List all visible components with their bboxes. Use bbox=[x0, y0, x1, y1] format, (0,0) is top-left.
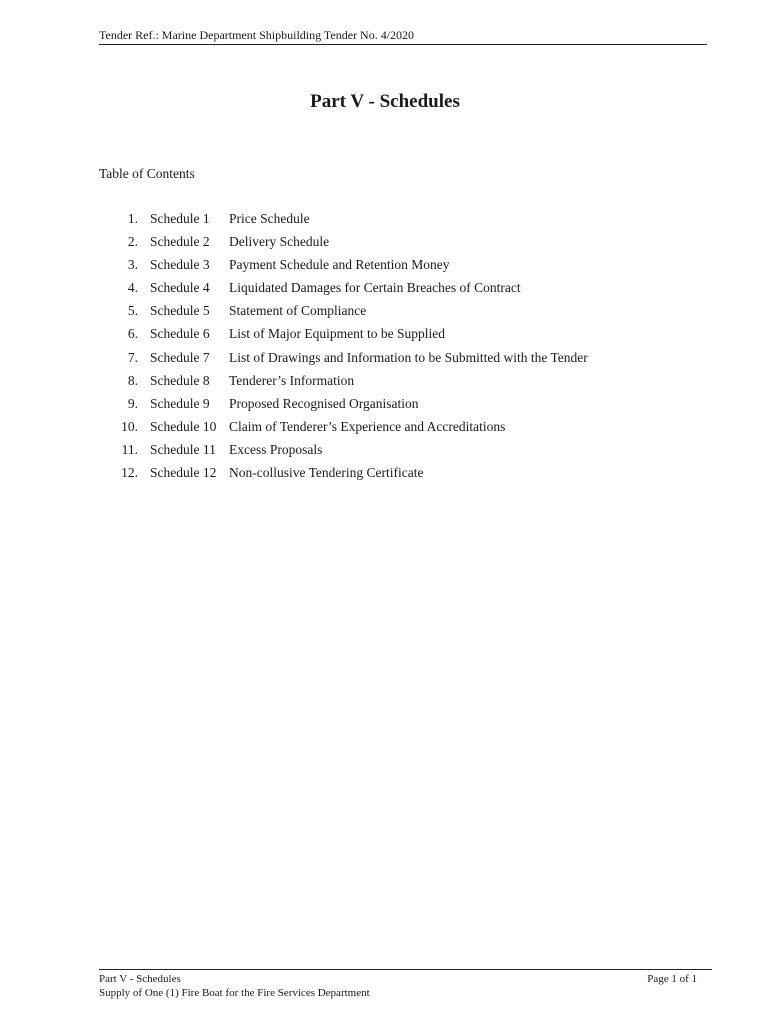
toc-heading: Table of Contents bbox=[99, 166, 195, 181]
toc-item bbox=[0, 256, 770, 279]
toc-item-schedule: Schedule 8 bbox=[150, 372, 210, 388]
toc-item-number: 12. bbox=[121, 465, 138, 481]
toc-item-schedule: Schedule 9 bbox=[150, 395, 210, 411]
toc-item-title: Proposed Recognised Organisation bbox=[229, 395, 419, 411]
toc-item-number: 3. bbox=[127, 257, 138, 273]
toc-item bbox=[0, 395, 770, 418]
footer-page-number: Page 1 of 1 bbox=[647, 973, 697, 985]
toc-item bbox=[0, 325, 770, 348]
toc-item-title: Statement of Compliance bbox=[229, 303, 367, 319]
page-header bbox=[99, 28, 707, 45]
toc-item bbox=[0, 302, 770, 325]
toc-item-title: Payment Schedule and Retention Money bbox=[229, 257, 450, 273]
toc-item-title: Price Schedule bbox=[229, 211, 310, 226]
toc-item-number: 7. bbox=[127, 349, 138, 365]
toc-item-schedule: Schedule 2 bbox=[150, 234, 210, 250]
toc-item-title: Tenderer’s Information bbox=[229, 372, 355, 388]
toc-item-schedule: Schedule 11 bbox=[150, 441, 216, 457]
toc-item-schedule: Schedule 3 bbox=[150, 257, 210, 273]
toc-item-number: 1. bbox=[127, 211, 138, 226]
page-footer bbox=[99, 972, 370, 1000]
toc-item-title: List of Drawings and Information to be Submitted with the Tender bbox=[229, 349, 588, 365]
table-of-contents bbox=[0, 210, 770, 487]
toc-item bbox=[0, 210, 770, 233]
toc-item bbox=[0, 418, 770, 441]
toc-item-title: List of Major Equipment to be Supplied bbox=[229, 326, 445, 342]
toc-item-schedule: Schedule 1 bbox=[150, 211, 210, 226]
toc-item-number: 11. bbox=[121, 441, 138, 457]
toc-item bbox=[0, 464, 770, 487]
toc-item-number: 8. bbox=[127, 372, 138, 388]
toc-item bbox=[0, 372, 770, 395]
toc-item-title: Claim of Tenderer’s Experience and Accreditations bbox=[229, 418, 506, 434]
toc-item-title: Excess Proposals bbox=[229, 441, 323, 457]
toc-item-schedule: Schedule 7 bbox=[150, 349, 210, 365]
toc-item-number: 9. bbox=[127, 395, 138, 411]
toc-item-schedule: Schedule 12 bbox=[150, 465, 217, 481]
toc-item-number: 4. bbox=[127, 280, 138, 296]
footer-part-label: Part V - Schedules bbox=[99, 973, 181, 985]
toc-item-schedule: Schedule 5 bbox=[150, 303, 210, 319]
toc-item-title: Liquidated Damages for Certain Breaches of Contract bbox=[229, 280, 521, 296]
toc-item bbox=[0, 441, 770, 464]
toc-item-schedule: Schedule 6 bbox=[150, 326, 210, 342]
toc-item bbox=[0, 349, 770, 372]
page-title: Part V - Schedules bbox=[310, 91, 460, 112]
header-tender-ref: Tender Ref.: Marine Department Shipbuilding Tender No. 4/2020 bbox=[99, 28, 415, 42]
footer-tender-subject: Supply of One (1) Fire Boat for the Fire Services Department bbox=[99, 987, 370, 999]
footer-divider bbox=[99, 969, 712, 970]
toc-item bbox=[0, 279, 770, 302]
toc-item-number: 6. bbox=[127, 326, 138, 342]
toc-item-schedule: Schedule 10 bbox=[150, 418, 217, 434]
toc-item-title: Delivery Schedule bbox=[229, 234, 330, 250]
toc-item-title: Non-collusive Tendering Certificate bbox=[229, 465, 424, 481]
toc-item-schedule: Schedule 4 bbox=[150, 280, 210, 296]
toc-item-number: 2. bbox=[127, 234, 138, 250]
toc-item-number: 10. bbox=[121, 418, 138, 434]
toc-item bbox=[0, 233, 770, 256]
toc-item-number: 5. bbox=[127, 303, 138, 319]
